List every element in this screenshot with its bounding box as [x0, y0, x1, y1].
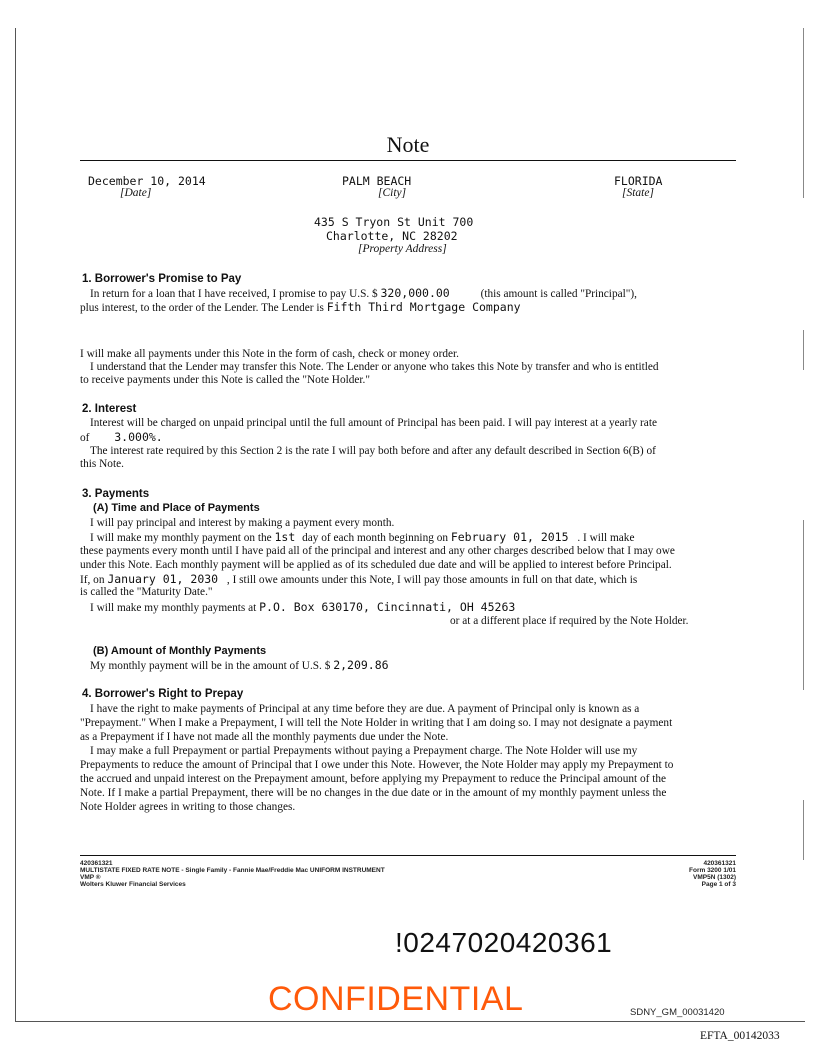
- section-4-line: I may make a full Prepayment or partial Prepayments without paying a Prepayment charge. The Note Holder will use my: [90, 745, 638, 757]
- section-3-line: or at a different place if required by the Note Holder.: [450, 615, 689, 627]
- footer-right: 420361321 Form 3200 1/01 VMP5N (1302) Page 1 of 3: [689, 860, 736, 888]
- section-2-line: The interest rate required by this Section 2 is the rate I will pay both before and after any default described in Section 6(B) of: [90, 445, 656, 457]
- first-payment-date: February 01, 2015: [450, 530, 569, 544]
- section-4-line: the accrued and unpaid interest on the Prepayment amount, before applying my Prepayment to reduce the Principal amount of the: [80, 773, 666, 785]
- section-2-line: this Note.: [80, 458, 124, 470]
- sdny-bates-number: SDNY_GM_00031420: [630, 1007, 725, 1018]
- page-right-edge: [803, 28, 804, 198]
- city-value: PALM BEACH: [342, 174, 412, 188]
- property-address-line1: 435 S Tryon St Unit 700: [314, 215, 474, 229]
- section-4-heading: 4. Borrower's Right to Prepay: [82, 688, 244, 700]
- page-right-edge: [803, 800, 804, 860]
- section-3-line: is called the "Maturity Date.": [80, 586, 213, 598]
- payment-address: P.O. Box 630170, Cincinnati, OH 45263: [259, 600, 516, 614]
- section-3-line: under this Note. Each monthly payment will be applied as of its scheduled due date and will be applied to interest before Principal.: [80, 559, 672, 571]
- footer-left: 420361321 MULTISTATE FIXED RATE NOTE - Single Family - Fannie Mae/Freddie Mac UNIFORM INSTRUMENT VMP ® Wolters Kluwer Financial Services: [80, 860, 385, 888]
- title-rule: [80, 160, 736, 161]
- section-3-line: I will pay principal and interest by making a payment every month.: [90, 517, 395, 529]
- section-4-line: "Prepayment." When I make a Prepayment, I will tell the Note Holder in writing that I am doing so. I may not designate a payment: [80, 717, 673, 729]
- section-3-line: I will make my monthly payment on the 1st day of each month beginning on February 01, 2015 . I will make: [90, 530, 635, 544]
- section-4-line: I have the right to make payments of Principal at any time before they are due. A payment of Principal only is known as a: [90, 703, 640, 715]
- city-caption: [City]: [378, 187, 407, 199]
- section-1-line: to receive payments under this Note is called the "Note Holder.": [80, 374, 370, 386]
- efta-bates-number: EFTA_00142033: [700, 1030, 780, 1042]
- section-2-heading: 2. Interest: [82, 403, 137, 415]
- section-3-line: If, on January 01, 2030 , I still owe amounts under this Note, I will pay those amounts in full on that date, which is: [80, 572, 638, 586]
- page-right-edge: [803, 330, 804, 370]
- section-1-line: plus interest, to the order of the Lender. The Lender is Fifth Third Mortgage Company: [80, 300, 521, 314]
- section-1-line: I will make all payments under this Note in the form of cash, check or money order.: [80, 348, 459, 360]
- principal-amount: 320,000.00: [380, 286, 450, 300]
- page-right-edge: [803, 520, 804, 690]
- monthly-payment-amount: 2,209.86: [333, 658, 389, 672]
- document-title: Note: [386, 132, 430, 157]
- section-3b-heading: (B) Amount of Monthly Payments: [93, 645, 267, 657]
- document-id-number: !0247020420361: [395, 927, 613, 958]
- state-caption: [State]: [622, 187, 654, 199]
- section-2-line: of 3.000%.: [80, 430, 163, 444]
- section-3-line: I will make my monthly payments at P.O. Box 630170, Cincinnati, OH 45263: [90, 600, 516, 614]
- section-3-heading: 3. Payments: [82, 488, 150, 500]
- lender-name: Fifth Third Mortgage Company: [326, 300, 521, 314]
- section-4-line: Prepayments to reduce the amount of Principal that I owe under this Note. However, the Note Holder may apply my Prepayment to: [80, 759, 674, 771]
- section-4-line: Note. If I make a partial Prepayment, there will be no changes in the due date or in the amount of my monthly payment unless the: [80, 787, 667, 799]
- page-left-edge: [15, 28, 16, 1022]
- state-value: FLORIDA: [614, 174, 663, 188]
- footer-rule: [80, 855, 736, 856]
- section-4-line: Note Holder agrees in writing to those changes.: [80, 801, 296, 813]
- section-2-line: Interest will be charged on unpaid principal until the full amount of Principal has been paid. I will pay interest at a yearly rate: [90, 417, 657, 429]
- confidential-stamp: CONFIDENTIAL: [268, 980, 524, 1018]
- property-address-line2: Charlotte, NC 28202: [326, 229, 458, 243]
- property-address-caption: [Property Address]: [358, 243, 447, 255]
- payment-day: 1st: [274, 530, 296, 544]
- section-1-line: In return for a loan that I have received, I promise to pay U.S. $ 320,000.00 (this amount is called "Principal"),: [90, 286, 637, 300]
- date-caption: [Date]: [120, 187, 152, 199]
- section-3-line: these payments every month until I have paid all of the principal and interest and any other charges described below that I may owe: [80, 545, 675, 557]
- section-1-heading: 1. Borrower's Promise to Pay: [82, 273, 242, 285]
- interest-rate: 3.000%.: [114, 430, 163, 444]
- section-1-line: I understand that the Lender may transfer this Note. The Lender or anyone who takes this Note by transfer and who is entitled: [90, 361, 659, 373]
- section-3a-heading: (A) Time and Place of Payments: [93, 502, 260, 514]
- date-value: December 10, 2014: [88, 174, 206, 188]
- maturity-date: January 01, 2030: [107, 572, 219, 586]
- section-4-line: as a Prepayment if I have not made all the monthly payments due under the Note.: [80, 731, 449, 743]
- section-3-line: My monthly payment will be in the amount of U.S. $ 2,209.86: [90, 658, 389, 672]
- page-bottom-edge: [15, 1021, 805, 1022]
